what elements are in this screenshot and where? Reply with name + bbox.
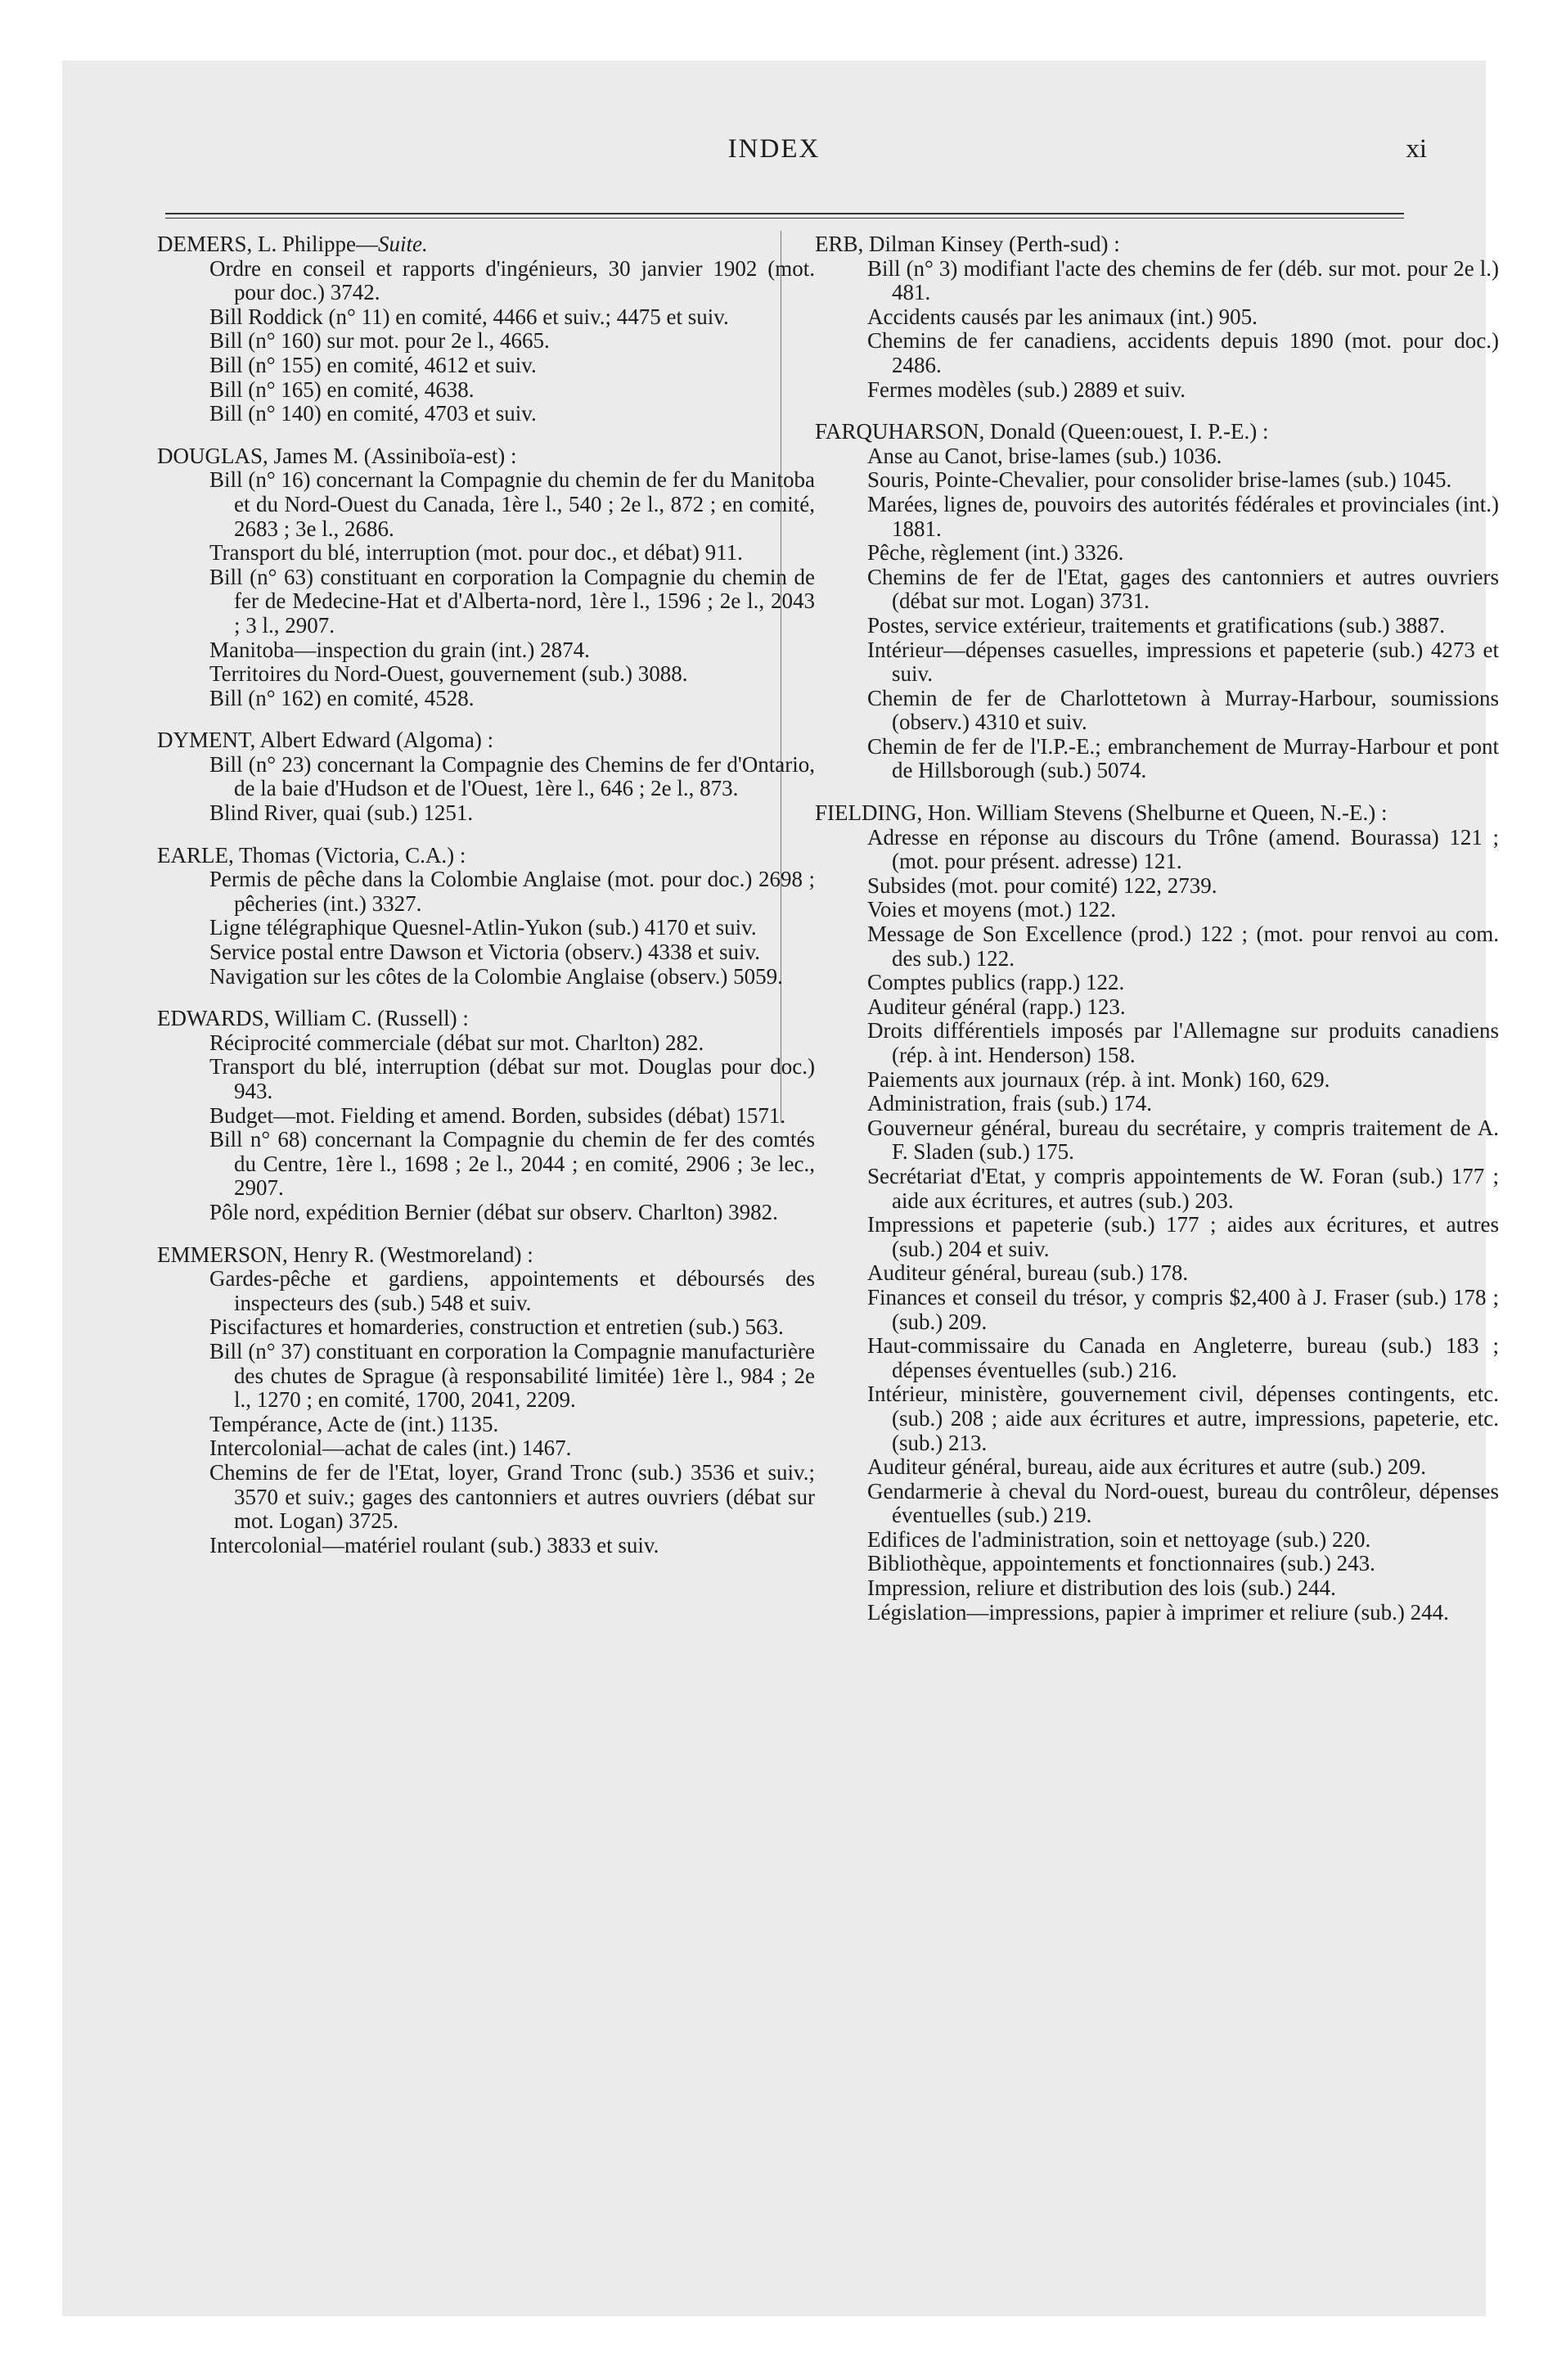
entry-name-text: DEMERS, L. Philippe— [157, 232, 379, 256]
entry-name [815, 420, 1499, 444]
entry-item: Bill (n° 140) en comité, 4703 et suiv. [209, 401, 537, 426]
entry-item: Gardes-pêche et gardiens, appointements et déboursés des inspecteurs des (sub.) 548 et suiv. [209, 1266, 815, 1315]
entry-item: Voies et moyens (mot.) 122. [867, 897, 1116, 922]
entry-item: Ordre en conseil et rapports d'ingénieurs, 30 janvier 1902 (mot. pour doc.) 3742. [209, 255, 815, 305]
left-column [157, 232, 815, 1575]
entry-item: Bill (n° 63) constituant en corporation la Compagnie du chemin de fer de Medecine-Hat et d'Alberta-nord, 1ère l., 1596 ; 2e l., 2043 ; 3 l., 2907. [209, 564, 815, 638]
entry-item: Pêche, règlement (int.) 3326. [867, 540, 1124, 566]
entry-item: Chemins de fer de l'Etat, loyer, Grand Tronc (sub.) 3536 et suiv.; 3570 et suiv.; gages des cantonniers et autres ouvriers (débat sur mot. Logan) 3725. [209, 1459, 815, 1534]
entry-item: Intercolonial—achat de cales (int.) 1467. [209, 1436, 572, 1461]
entry-item: Auditeur général (rapp.) 123. [867, 994, 1126, 1019]
entry-name-text: FARQUHARSON, Donald (Queen:ouest, I. P.-E.) : [815, 419, 1269, 444]
entry-item: Transport du blé, interruption (débat sur mot. Douglas pour doc.) 943. [209, 1054, 815, 1103]
index-entry [815, 420, 1499, 783]
entry-item: Marées, lignes de, pouvoirs des autorités fédérales et provinciales (int.) 1881. [867, 491, 1499, 541]
index-entry [157, 444, 815, 711]
entry-name [157, 1007, 815, 1031]
entry-item: Pôle nord, expédition Bernier (débat sur observ. Charlton) 3982. [209, 1199, 778, 1224]
entry-item: Territoires du Nord-Ouest, gouvernement (sub.) 3088. [209, 661, 688, 687]
entry-item: Impression, reliure et distribution des lois (sub.) 244. [867, 1575, 1336, 1601]
entry-item: Anse au Canot, brise-lames (sub.) 1036. [867, 443, 1222, 468]
entry-item: Bibliothèque, appointements et fonctionnaires (sub.) 243. [867, 1551, 1375, 1576]
entry-name [157, 728, 815, 753]
entry-item: Intercolonial—matériel roulant (sub.) 3833 et suiv. [209, 1532, 659, 1557]
entry-item: Accidents causés par les animaux (int.) 905. [867, 304, 1258, 329]
entry-item: Gouverneur général, bureau du secrétaire, y compris traitement de A. F. Sladen (sub.) 175. [867, 1115, 1499, 1165]
index-entry [815, 801, 1499, 1625]
index-entry [157, 232, 815, 426]
entry-suite: Suite. [378, 232, 428, 256]
entry-item: Auditeur général, bureau, aide aux écritures et autre (sub.) 209. [867, 1454, 1426, 1480]
entry-item: Chemin de fer de Charlottetown à Murray-Harbour, soumissions (observ.) 4310 et suiv. [867, 685, 1499, 735]
entry-item: Blind River, quai (sub.) 1251. [209, 800, 474, 826]
entry-item: Bill n° 68) concernant la Compagnie du chemin de fer des comtés du Centre, 1ère l., 1698 ; 2e l., 2044 ; en comité, 2906 ; 3e lec., 2907. [209, 1127, 815, 1201]
entry-name-text: ERB, Dilman Kinsey (Perth-sud) : [815, 232, 1120, 256]
entry-item: Chemin de fer de l'I.P.-E.; embranchement de Murray-Harbour et pont de Hillsborough (sub.) 5074. [867, 733, 1499, 783]
header-rule [165, 213, 1404, 214]
entry-item: Intérieur, ministère, gouvernement civil, dépenses contingents, etc. (sub.) 208 ; aide aux écritures et autre, impressions, papeterie, etc. (sub.) 213. [867, 1382, 1499, 1455]
entry-name [157, 232, 815, 257]
entry-item: Bill (n° 162) en comité, 4528. [209, 685, 475, 710]
entry-item: Secrétariat d'Etat, y compris appointements de W. Foran (sub.) 177 ; aide aux écritures, et autres (sub.) 203. [867, 1163, 1499, 1213]
entry-item: Chemins de fer de l'Etat, gages des cantonniers et autres ouvriers (débat sur mot. Logan) 3731. [867, 564, 1499, 614]
entry-name-text: DOUGLAS, James M. (Assiniboïa-est) : [157, 443, 517, 468]
entry-item: Edifices de l'administration, soin et nettoyage (sub.) 220. [867, 1526, 1371, 1552]
entry-item: Navigation sur les côtes de la Colombie Anglaise (observ.) 5059. [209, 963, 783, 989]
entry-item: Réciprocité commerciale (débat sur mot. Charlton) 282. [209, 1030, 704, 1055]
entry-item: Finances et conseil du trésor, y compris $2,400 à J. Fraser (sub.) 178 ; (sub.) 209. [867, 1284, 1499, 1334]
entry-item: Auditeur général, bureau (sub.) 178. [867, 1260, 1189, 1286]
index-entry [815, 232, 1499, 402]
entry-item: Transport du blé, interruption (mot. pour doc., et débat) 911. [209, 540, 743, 566]
entry-item: Législation—impressions, papier à imprimer et reliure (sub.) 244. [867, 1599, 1449, 1625]
page-title: INDEX [727, 134, 821, 164]
entry-item: Impressions et papeterie (sub.) 177 ; aides aux écritures, et autres (sub.) 204 et suiv. [867, 1212, 1499, 1261]
entry-item: Message de Son Excellence (prod.) 122 ; (mot. pour renvoi au com. des sub.) 122. [867, 922, 1499, 971]
entry-item: Administration, frais (sub.) 174. [867, 1091, 1152, 1116]
index-entry [157, 728, 815, 825]
entry-item: Bill (n° 155) en comité, 4612 et suiv. [209, 352, 537, 377]
entry-item: Ligne télégraphique Quesnel-Atlin-Yukon (sub.) 4170 et suiv. [209, 915, 757, 940]
index-entry [157, 1007, 815, 1224]
page-number: xi [1406, 134, 1427, 164]
index-entry [157, 844, 815, 989]
entry-name-text: EARLE, Thomas (Victoria, C.A.) : [157, 842, 466, 868]
entry-item: Bill (n° 165) en comité, 4638. [209, 376, 475, 402]
entry-item: Haut-commissaire du Canada en Angleterre, bureau (sub.) 183 ; dépenses éventuelles (sub.) 216. [867, 1333, 1499, 1382]
entry-item: Budget—mot. Fielding et amend. Borden, subsides (débat) 1571. [209, 1102, 786, 1128]
entry-item: Comptes publics (rapp.) 122. [867, 970, 1125, 995]
entry-item: Adresse en réponse au discours du Trône (amend. Bourassa) 121 ; (mot. pour présent. adresse) 121. [867, 824, 1499, 874]
entry-name-text: EMMERSON, Henry R. (Westmoreland) : [157, 1242, 533, 1267]
entry-name [157, 1243, 815, 1268]
entry-item: Bill Roddick (n° 11) en comité, 4466 et suiv.; 4475 et suiv. [209, 304, 729, 329]
entry-item: Paiements aux journaux (rép. à int. Monk) 160, 629. [867, 1066, 1330, 1092]
entry-name [157, 444, 815, 469]
entry-name [815, 801, 1499, 826]
header-rule-thin [165, 218, 1404, 219]
entry-item: Permis de pêche dans la Colombie Anglaise (mot. pour doc.) 2698 ; pêcheries (int.) 3327. [209, 867, 815, 916]
entry-name [157, 844, 815, 868]
entry-item: Chemins de fer canadiens, accidents depuis 1890 (mot. pour doc.) 2486. [867, 328, 1499, 377]
entry-item: Intérieur—dépenses casuelles, impressions et papeterie (sub.) 4273 et suiv. [867, 637, 1499, 687]
entry-item: Gendarmerie à cheval du Nord-ouest, bureau du contrôleur, dépenses éventuelles (sub.) 219. [867, 1478, 1499, 1528]
entry-item: Subsides (mot. pour comité) 122, 2739. [867, 872, 1217, 898]
entry-item: Fermes modèles (sub.) 2889 et suiv. [867, 376, 1186, 402]
entry-item: Bill (n° 23) concernant la Compagnie des Chemins de fer d'Ontario, de la baie d'Hudson et de l'Ouest, 1ère l., 646 ; 2e l., 873. [209, 751, 815, 801]
scanned-page [62, 61, 1499, 2316]
entry-item: Bill (n° 37) constituant en corporation la Compagnie manufacturière des chutes de Sprague (à responsabilité limitée) 1ère l., 984 ; 2e l., 1270 ; en comité, 1700, 2041, 2209. [209, 1338, 815, 1413]
index-entry [157, 1243, 815, 1558]
entry-item: Bill (n° 16) concernant la Compagnie du chemin de fer du Manitoba et du Nord-Ouest du Canada, 1ère l., 540 ; 2e l., 872 ; en comité, 2683 ; 3e l., 2686. [209, 467, 815, 541]
entry-item: Tempérance, Acte de (int.) 1135. [209, 1411, 499, 1436]
entry-item: Souris, Pointe-Chevalier, pour consolider brise-lames (sub.) 1045. [867, 467, 1452, 493]
entry-name-text: FIELDING, Hon. William Stevens (Shelburne et Queen, N.-E.) : [815, 800, 1388, 826]
entry-item: Droits différentiels imposés par l'Allemagne sur produits canadiens (rép. à int. Henderson) 158. [867, 1018, 1499, 1067]
entry-name-text: DYMENT, Albert Edward (Algoma) : [157, 728, 494, 753]
entry-item: Service postal entre Dawson et Victoria (observ.) 4338 et suiv. [209, 940, 760, 965]
entry-item: Manitoba—inspection du grain (int.) 2874. [209, 637, 590, 662]
entry-item: Postes, service extérieur, traitements et gratifications (sub.) 3887. [867, 612, 1445, 638]
entry-item: Piscifactures et homarderies, construction et entretien (sub.) 563. [209, 1314, 784, 1340]
entry-name [815, 232, 1499, 257]
entry-item: Bill (n° 160) sur mot. pour 2e l., 4665. [209, 328, 550, 354]
right-column [799, 232, 1499, 1643]
page-header [62, 134, 1486, 175]
entry-item: Bill (n° 3) modifiant l'acte des chemins de fer (déb. sur mot. pour 2e l.) 481. [867, 255, 1499, 305]
entry-name-text: EDWARDS, William C. (Russell) : [157, 1006, 469, 1031]
